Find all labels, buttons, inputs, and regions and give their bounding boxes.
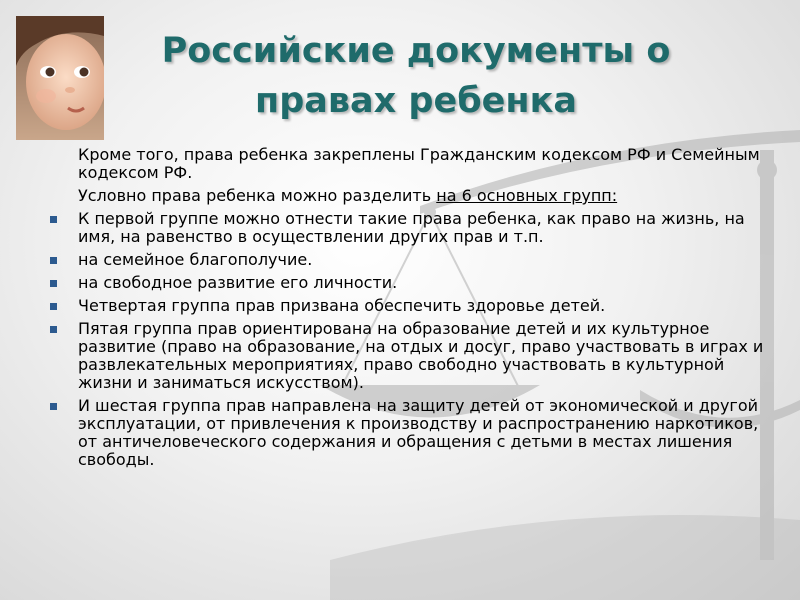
slide-body [48,146,768,474]
list-item [48,251,768,269]
list-item-text: Пятая группа прав ориентирована на образование детей и их культурное развитие (право на образование, на отдых и досуг, право участвовать в играх и развлекательных мероприятиях, право свободно участвовать в культурной жизни и заниматься искусством). [78,319,764,392]
slide-title: Российские документы о правах ребенка [161,31,671,121]
six-groups-link: на 6 основных групп: [436,186,618,205]
square-bullet-icon [50,216,57,223]
list-item-text: К первой группе можно отнести такие права ребенка, как право на жизнь, на имя, на равенство в осуществлении других прав и т.п. [78,209,745,246]
list-item-text: Четвертая группа прав призвана обеспечить здоровье детей. [78,296,606,315]
intro-paragraph-six-groups [48,187,768,205]
list-item-text: на семейное благополучие. [78,250,313,269]
list-item [48,297,768,315]
intro-paragraph-civil-family-code: Кроме того, права ребенка закреплены Гражданским кодексом РФ и Семейным кодексом РФ. [78,145,760,182]
list-item [48,274,768,292]
square-bullet-icon [50,303,57,310]
intro-prefix: Условно права ребенка можно разделить [78,186,437,205]
list-item [48,397,768,469]
baby-face-photo [16,16,104,140]
list-item-text: И шестая группа прав направлена на защиту детей от экономической и другой эксплуатации, от привлечения к производству и распространению наркотиков, от античеловеческого содержания и обращения с детьми в местах лишения свободы. [78,396,759,469]
square-bullet-icon [50,326,57,333]
list-item-text: на свободное развитие его личности. [78,273,398,292]
list-item [48,320,768,392]
square-bullet-icon [50,403,57,410]
square-bullet-icon [50,280,57,287]
list-item [48,210,768,246]
square-bullet-icon [50,257,57,264]
